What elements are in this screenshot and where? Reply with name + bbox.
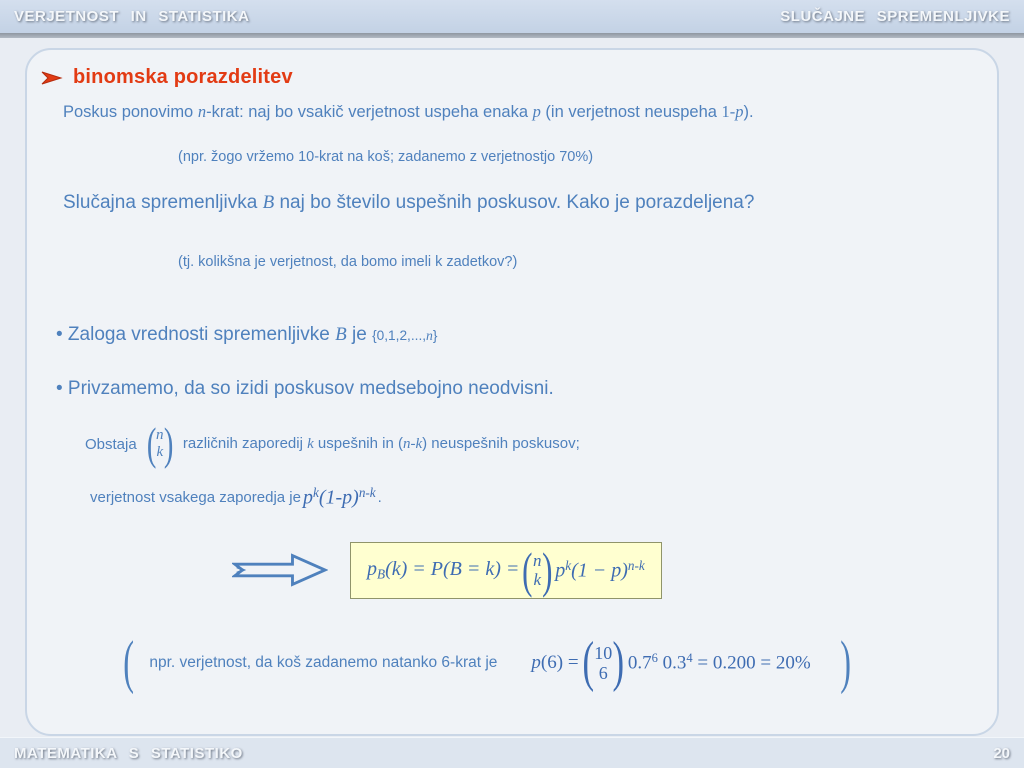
left-paren: ( [582,631,594,694]
question-paragraph: Slučajna spremenljivka B naj bo število uspešnih poskusov. Kako je porazdeljena? [63,192,755,213]
content-panel [25,48,999,736]
probability-text-end: . [377,488,382,506]
chapter-title: SLUČAJNE SPREMENLJIVKE [780,8,1010,25]
example-formula [531,631,811,694]
implies-arrow-icon [232,551,328,589]
example-row [120,630,854,696]
example-text: npr. verjetnost, da koš zadanemo natanko 6-krat je [149,654,498,671]
bullet-independence: • Privzamemo, da so izidi poskusov medsebojno neodvisni. [56,378,554,399]
binom-top: 10 [594,642,613,663]
intro-note: (npr. žogo vržemo 10-krat na koš; zadanemo z verjetnostjo 70%) [178,149,594,165]
page-number: 20 [993,744,1010,762]
example-rhs: $0.7^6$ $0.3^4 = 0.200 = 20\%$ [627,651,811,674]
arrow-bullet-icon [41,69,63,87]
derivation-line-probability [90,480,382,514]
slide-title: binomska porazdelitev [73,66,293,88]
slide-footer-bar [0,737,1024,768]
right-paren: ) [541,542,553,598]
left-paren: ( [522,542,533,598]
binom-top: n [156,427,164,444]
right-paren: ) [612,631,625,694]
binomial-coefficient-formula [519,542,555,598]
binom-stack [533,551,542,589]
formula-lhs: $p_B(k) = P(B = k)$ = [367,558,520,582]
binom-top: n [533,551,542,571]
binomial-formula-box [350,542,662,599]
slide-header-bar [0,0,1024,33]
formula-row [232,542,662,599]
close-bracket: ) [839,629,851,695]
derivation-text-after: različnih zaporedij k uspešnih in (n-k) neuspešnih poskusov; [182,435,580,452]
derivation-text-before: Obstaja [85,435,137,453]
formula-rhs: $p^k(1 - p)^{n-k}$ [555,557,645,582]
footer-title: MATEMATIKA S STATISTIKO [14,744,243,762]
left-paren: ( [146,418,157,470]
header-separator [0,33,1024,38]
question-note: (tj. kolikšna je verjetnost, da bomo imeli k zadetkov?) [178,254,518,270]
open-bracket: ( [123,629,135,695]
binom-bottom: 6 [598,663,608,683]
course-title: VERJETNOST IN STATISTIKA [14,8,250,25]
right-paren: ) [163,418,173,470]
binom-stack [156,427,164,461]
example-lhs: p(6) = [531,652,579,673]
probability-text: verjetnost vsakega zaporedja je [90,488,301,506]
binomial-coefficient-example [579,631,628,694]
binomial-coefficient-nk [144,418,176,470]
slide-title-row [41,66,293,89]
intro-paragraph: Poskus ponovimo n-krat: naj bo vsakič verjetnost uspeha enaka p (in verjetnost neuspeha 1-p). [63,102,754,121]
bullet-value-range: • Zaloga vrednosti spremenljivke B je {0,1,2,...,n} [56,324,438,345]
binom-stack [594,643,612,683]
binom-bottom: k [533,570,542,590]
binom-bottom: k [156,444,164,460]
probability-expression: $p^k(1-p)^{n-k}$ [302,484,376,509]
derivation-line-count [85,418,580,470]
